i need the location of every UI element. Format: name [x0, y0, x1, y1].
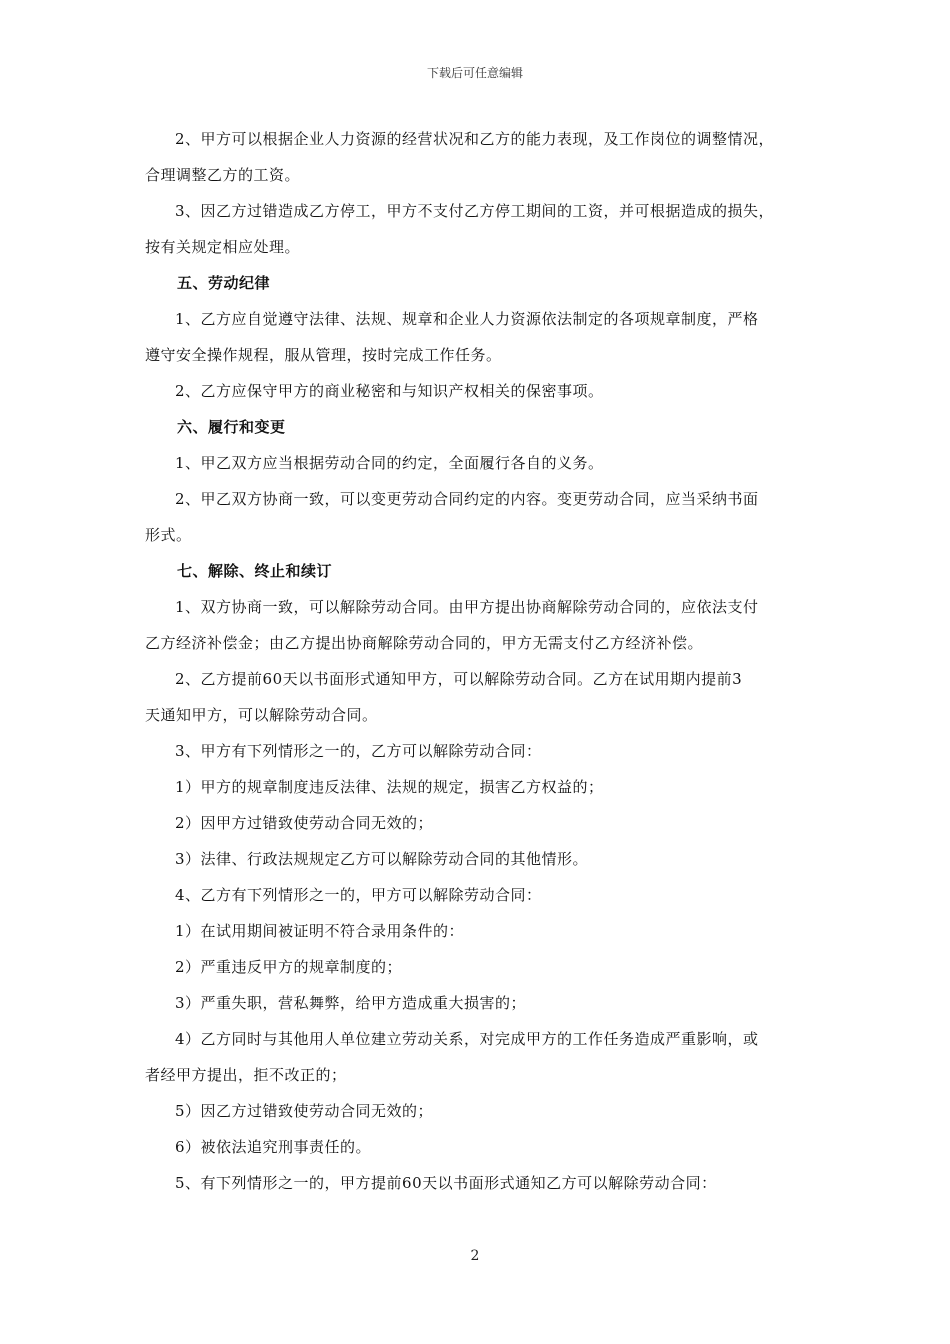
paragraph-line: 2、乙方提前60天以书面形式通知甲方，可以解除劳动合同。乙方在试用期内提前3: [175, 670, 743, 688]
paragraph-line: 3、因乙方过错造成乙方停工，甲方不支付乙方停工期间的工资，并可根据造成的损失，: [175, 202, 775, 220]
paragraph-line: 遵守安全操作规程，服从管理，按时完成工作任务。: [145, 346, 502, 364]
paragraph-line: 乙方经济补偿金；由乙方提出协商解除劳动合同的，甲方无需支付乙方经济补偿。: [145, 634, 704, 652]
paragraph-line: 4）乙方同时与其他用人单位建立劳动关系，对完成甲方的工作任务造成严重影响，或: [175, 1030, 759, 1048]
paragraph-line: 2、甲方可以根据企业人力资源的经营状况和乙方的能力表现，及工作岗位的调整情况，: [175, 130, 775, 148]
document-body: [145, 121, 815, 1201]
paragraph-line: 3）严重失职，营私舞弊，给甲方造成重大损害的；: [175, 994, 527, 1012]
paragraph-line: 6）被依法追究刑事责任的。: [175, 1138, 372, 1156]
page-header: 下载后可任意编辑: [426, 66, 523, 80]
paragraph-line: 2、乙方应保守甲方的商业秘密和与知识产权相关的保密事项。: [175, 382, 604, 400]
paragraph-line: 5）因乙方过错致使劳动合同无效的；: [175, 1102, 434, 1120]
paragraph-line: 3、甲方有下列情形之一的，乙方可以解除劳动合同：: [175, 742, 542, 760]
section-heading: 七、解除、终止和续订: [177, 562, 333, 580]
page-number: 2: [470, 1248, 480, 1264]
paragraph-line: 2）因甲方过错致使劳动合同无效的；: [175, 814, 434, 832]
paragraph-line: 2）严重违反甲方的规章制度的；: [175, 958, 403, 976]
paragraph-line: 1、乙方应自觉遵守法律、法规、规章和企业人力资源依法制定的各项规章制度，严格: [175, 310, 759, 328]
paragraph-line: 1）在试用期间被证明不符合录用条件的：: [175, 922, 465, 940]
paragraph-line: 4、乙方有下列情形之一的，甲方可以解除劳动合同：: [175, 886, 542, 904]
paragraph-line: 3）法律、行政法规规定乙方可以解除劳动合同的其他情形。: [175, 850, 589, 868]
section-heading: 五、劳动纪律: [177, 274, 271, 292]
paragraph-line: 5、有下列情形之一的，甲方提前60天以书面形式通知乙方可以解除劳动合同：: [175, 1174, 717, 1192]
paragraph-line: 者经甲方提出，拒不改正的；: [145, 1066, 347, 1084]
paragraph-line: 1）甲方的规章制度违反法律、法规的规定，损害乙方权益的；: [175, 778, 604, 796]
paragraph-line: 形式。: [145, 526, 192, 544]
section-heading: 六、履行和变更: [177, 418, 286, 436]
paragraph-line: 天通知甲方，可以解除劳动合同。: [145, 706, 378, 724]
paragraph-line: 1、双方协商一致，可以解除劳动合同。由甲方提出协商解除劳动合同的，应依法支付: [175, 598, 759, 616]
paragraph-line: 1、甲乙双方应当根据劳动合同的约定，全面履行各自的义务。: [175, 454, 604, 472]
paragraph-line: 按有关规定相应处理。: [145, 238, 301, 256]
paragraph-line: 2、甲乙双方协商一致，可以变更劳动合同约定的内容。变更劳动合同，应当采纳书面: [175, 490, 759, 508]
paragraph-line: 合理调整乙方的工资。: [145, 166, 301, 184]
